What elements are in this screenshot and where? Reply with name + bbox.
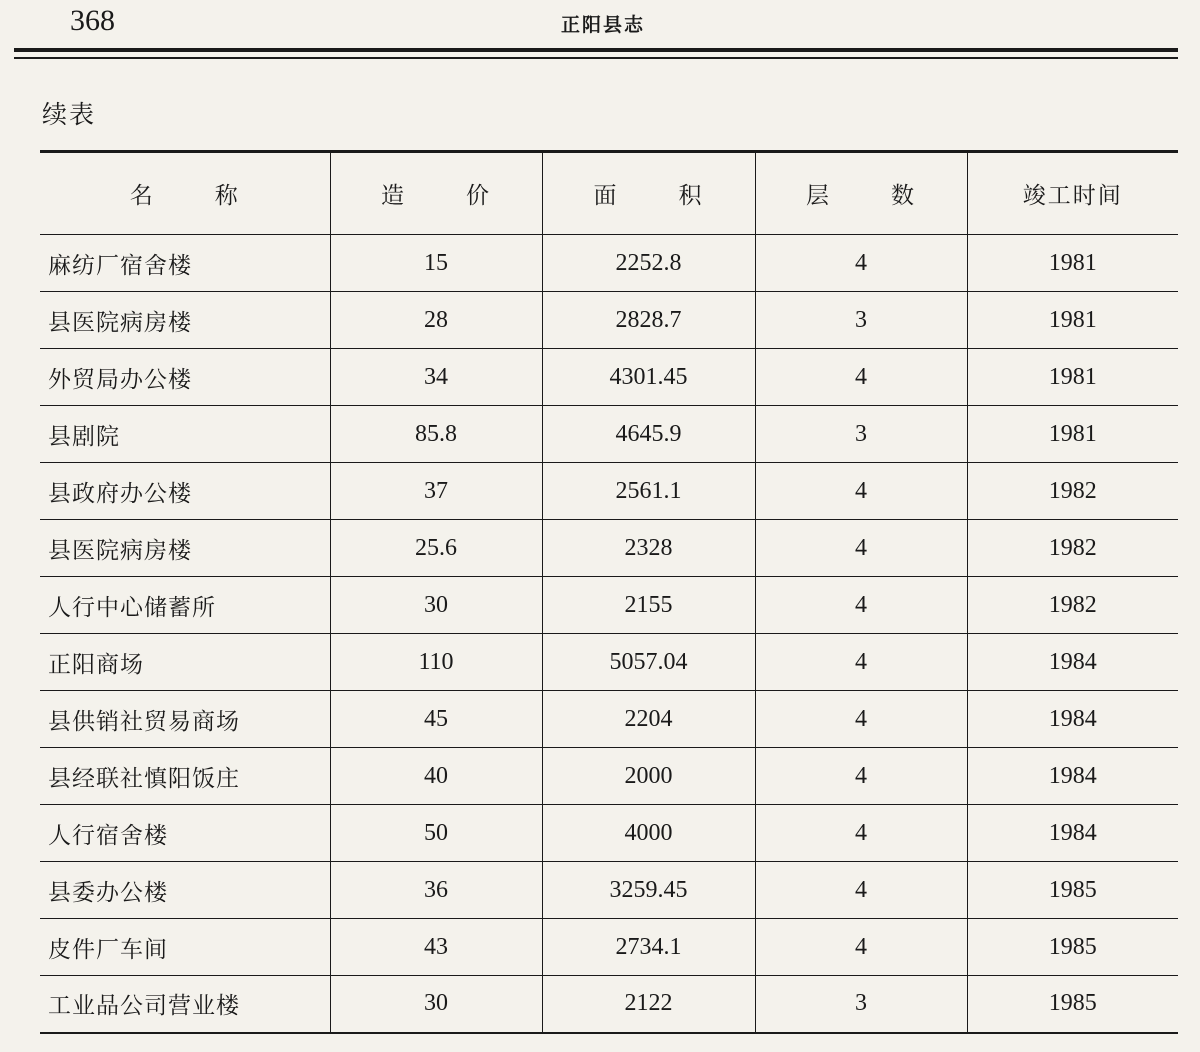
column-header-cost-second: 价 [466, 183, 491, 209]
cell-cost: 85.8 [330, 406, 542, 463]
cell-floors: 4 [755, 349, 967, 406]
cell-area: 4301.45 [542, 349, 755, 406]
cell-cost: 45 [330, 691, 542, 748]
cell-area: 2252.8 [542, 235, 755, 292]
cell-name: 县供销社贸易商场 [40, 691, 330, 748]
header-rule-thin [14, 57, 1178, 59]
cell-name: 县医院病房楼 [40, 292, 330, 349]
table-row [40, 292, 1178, 349]
table-row [40, 235, 1178, 292]
cell-cost: 36 [330, 862, 542, 919]
column-header-area [542, 152, 755, 235]
cell-name: 工业品公司营业楼 [40, 976, 330, 1033]
header-rule-thick [14, 48, 1178, 52]
cell-area: 2155 [542, 577, 755, 634]
cell-year: 1981 [967, 292, 1178, 349]
cell-cost: 110 [330, 634, 542, 691]
table-row [40, 577, 1178, 634]
cell-year: 1984 [967, 748, 1178, 805]
cell-cost: 28 [330, 292, 542, 349]
table-row [40, 406, 1178, 463]
cell-year: 1985 [967, 976, 1178, 1033]
column-header-name-first: 名 [129, 183, 155, 209]
cell-cost: 34 [330, 349, 542, 406]
cell-name: 麻纺厂宿舍楼 [40, 235, 330, 292]
table-row [40, 634, 1178, 691]
cell-year: 1985 [967, 862, 1178, 919]
column-header-name [40, 152, 330, 235]
column-header-cost-first: 造 [381, 183, 406, 209]
cell-name: 县医院病房楼 [40, 520, 330, 577]
cell-area: 2000 [542, 748, 755, 805]
cell-year: 1984 [967, 805, 1178, 862]
cell-year: 1984 [967, 691, 1178, 748]
cell-cost: 30 [330, 577, 542, 634]
column-header-floors-first: 层 [806, 183, 831, 209]
cell-area: 2828.7 [542, 292, 755, 349]
running-title: 正阳县志 [561, 14, 646, 36]
cell-name: 人行中心储蓄所 [40, 577, 330, 634]
cell-year: 1982 [967, 577, 1178, 634]
cell-cost: 25.6 [330, 520, 542, 577]
cell-floors: 3 [755, 406, 967, 463]
cell-name: 外贸局办公楼 [40, 349, 330, 406]
cell-area: 4000 [542, 805, 755, 862]
cell-floors: 4 [755, 691, 967, 748]
table-row [40, 748, 1178, 805]
table-row [40, 691, 1178, 748]
cell-cost: 43 [330, 919, 542, 976]
cell-floors: 4 [755, 748, 967, 805]
column-header-floors [755, 152, 967, 235]
table-row [40, 349, 1178, 406]
cell-name: 人行宿舍楼 [40, 805, 330, 862]
cell-year: 1985 [967, 919, 1178, 976]
cell-name: 县经联社慎阳饭庄 [40, 748, 330, 805]
table-row [40, 976, 1178, 1033]
cell-floors: 3 [755, 976, 967, 1033]
table-row [40, 805, 1178, 862]
cell-year: 1982 [967, 520, 1178, 577]
table-row [40, 520, 1178, 577]
cell-name: 县政府办公楼 [40, 463, 330, 520]
cell-name: 正阳商场 [40, 634, 330, 691]
cell-cost: 50 [330, 805, 542, 862]
cell-cost: 15 [330, 235, 542, 292]
table-row [40, 919, 1178, 976]
cell-area: 2734.1 [542, 919, 755, 976]
cell-floors: 4 [755, 634, 967, 691]
cell-floors: 3 [755, 292, 967, 349]
cell-floors: 4 [755, 805, 967, 862]
cell-name: 皮件厂车间 [40, 919, 330, 976]
table-row [40, 463, 1178, 520]
cell-cost: 30 [330, 976, 542, 1033]
cell-year: 1981 [967, 235, 1178, 292]
column-header-year: 竣工时间 [967, 152, 1178, 235]
cell-name: 县剧院 [40, 406, 330, 463]
cell-area: 4645.9 [542, 406, 755, 463]
cell-floors: 4 [755, 919, 967, 976]
cell-name: 县委办公楼 [40, 862, 330, 919]
column-header-floors-second: 数 [891, 183, 916, 209]
cell-area: 2561.1 [542, 463, 755, 520]
cell-floors: 4 [755, 463, 967, 520]
cell-year: 1981 [967, 406, 1178, 463]
cell-area: 5057.04 [542, 634, 755, 691]
cell-cost: 37 [330, 463, 542, 520]
cell-year: 1981 [967, 349, 1178, 406]
cell-area: 2204 [542, 691, 755, 748]
column-header-cost [330, 152, 542, 235]
cell-area: 3259.45 [542, 862, 755, 919]
table-row [40, 862, 1178, 919]
buildings-table [40, 150, 1178, 1034]
page-number: 368 [70, 4, 115, 37]
cell-floors: 4 [755, 235, 967, 292]
cell-cost: 40 [330, 748, 542, 805]
cell-floors: 4 [755, 862, 967, 919]
cell-floors: 4 [755, 520, 967, 577]
column-header-area-second: 积 [678, 183, 704, 209]
cell-area: 2328 [542, 520, 755, 577]
continued-label: 续表 [42, 100, 97, 129]
cell-floors: 4 [755, 577, 967, 634]
cell-year: 1982 [967, 463, 1178, 520]
column-header-area-first: 面 [593, 183, 619, 209]
table-header-row [40, 152, 1178, 235]
cell-area: 2122 [542, 976, 755, 1033]
column-header-name-second: 称 [214, 183, 240, 209]
cell-year: 1984 [967, 634, 1178, 691]
